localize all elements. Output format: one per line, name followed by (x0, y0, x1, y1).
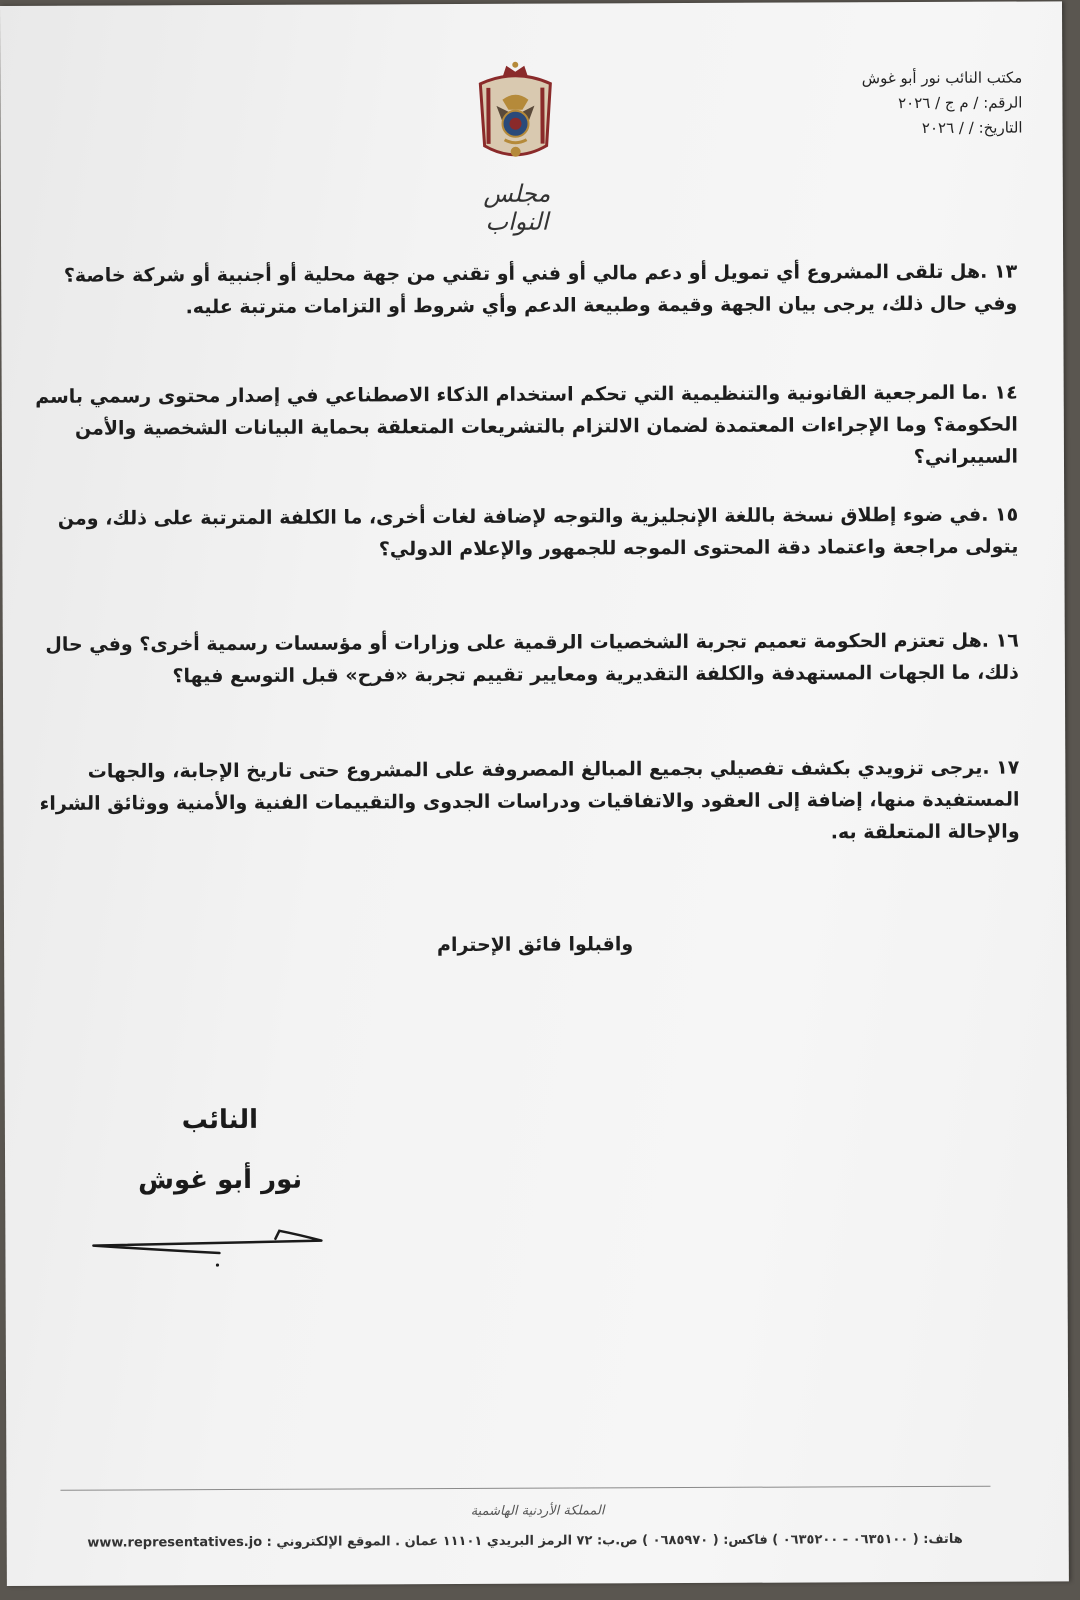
footer-divider (60, 1486, 990, 1491)
reference-number: الرقم: / م ج / ٢٠٢٦ (898, 93, 1023, 113)
question-17: ١٧ .يرجى تزويدي بكشف تفصيلي بجميع المبالغ المصروفة على المشروع حتى تاريخ الإجابة، والجهات المستفيدة منها، إضافة إلى العقود والاتفاقيات ودراسات الجدوى والتقييمات الفنية والأمنية ووثائق الشراء والإحالة المتعلقة به. (39, 756, 1020, 844)
letter-page (0, 1, 1069, 1586)
office-header (762, 66, 1022, 142)
closing-salutation: واقبلوا فائق الإحترام (436, 933, 634, 957)
handwritten-signature (89, 1227, 329, 1268)
jordan-coat-of-arms-icon (472, 60, 558, 166)
footer-kingdom-name: المملكة الأردنية الهاشمية (470, 1503, 605, 1519)
signatory-name: نور أبو غوش (138, 1164, 303, 1196)
question-16: ١٦ .هل تعتزم الحكومة تعميم تجربة الشخصيات الرقمية على وزارات أو مؤسسات رسمية أخرى؟ وفي حال ذلك، ما الجهات المستهدفة والكلفة التقديرية ومعايير تقييم تجربة «فرح» قبل التوسع فيها؟ (45, 629, 1019, 688)
signatory-title: النائب (181, 1104, 259, 1136)
council-name: مجلس النواب (483, 179, 551, 236)
office-name: مكتب النائب نور أبو غوش (861, 68, 1023, 88)
question-15: ١٥ .في ضوء إطلاق نسخة باللغة الإنجليزية والتوجه لإضافة لغات أخرى، ما الكلفة المترتبة على ذلك، ومن يتولى مراجعة واعتماد دقة المحتوى الموجه للجمهور والإعلام الدولي؟ (57, 503, 1019, 561)
question-14: ١٤ .ما المرجعية القانونية والتنظيمية التي تحكم استخدام الذكاء الاصطناعي في إصدار محتوى رسمي باسم الحكومة؟ وما الإجراءات المعتمدة لضمان الالتزام بالتشريعات المتعلقة بحماية البيانات الشخصية والأمن السيبراني؟ (35, 381, 1019, 469)
question-13: ١٣ .هل تلقى المشروع أي تمويل أو دعم مالي أو فني أو تقني من جهة محلية أو أجنبية أو شركة خاصة؟ وفي حال ذلك، يرجى بيان الجهة وقيمة وطبيعة الدعم وأي شروط أو التزامات مترتبة عليه. (63, 260, 1018, 319)
footer-contact-info: هاتف: ( ٠٦٣٥١٠٠ - ٠٦٣٥٢٠٠ ) فاكس: ( ٠٦٨٥٩٧٠ ) ص.ب: ٧٢ الرمز البريدي ١١١٠١ عمان . الموقع الإلكتروني : www.representatives.jo (87, 1531, 963, 1551)
letter-date: التاريخ: / / ٢٠٢٦ (921, 118, 1023, 137)
